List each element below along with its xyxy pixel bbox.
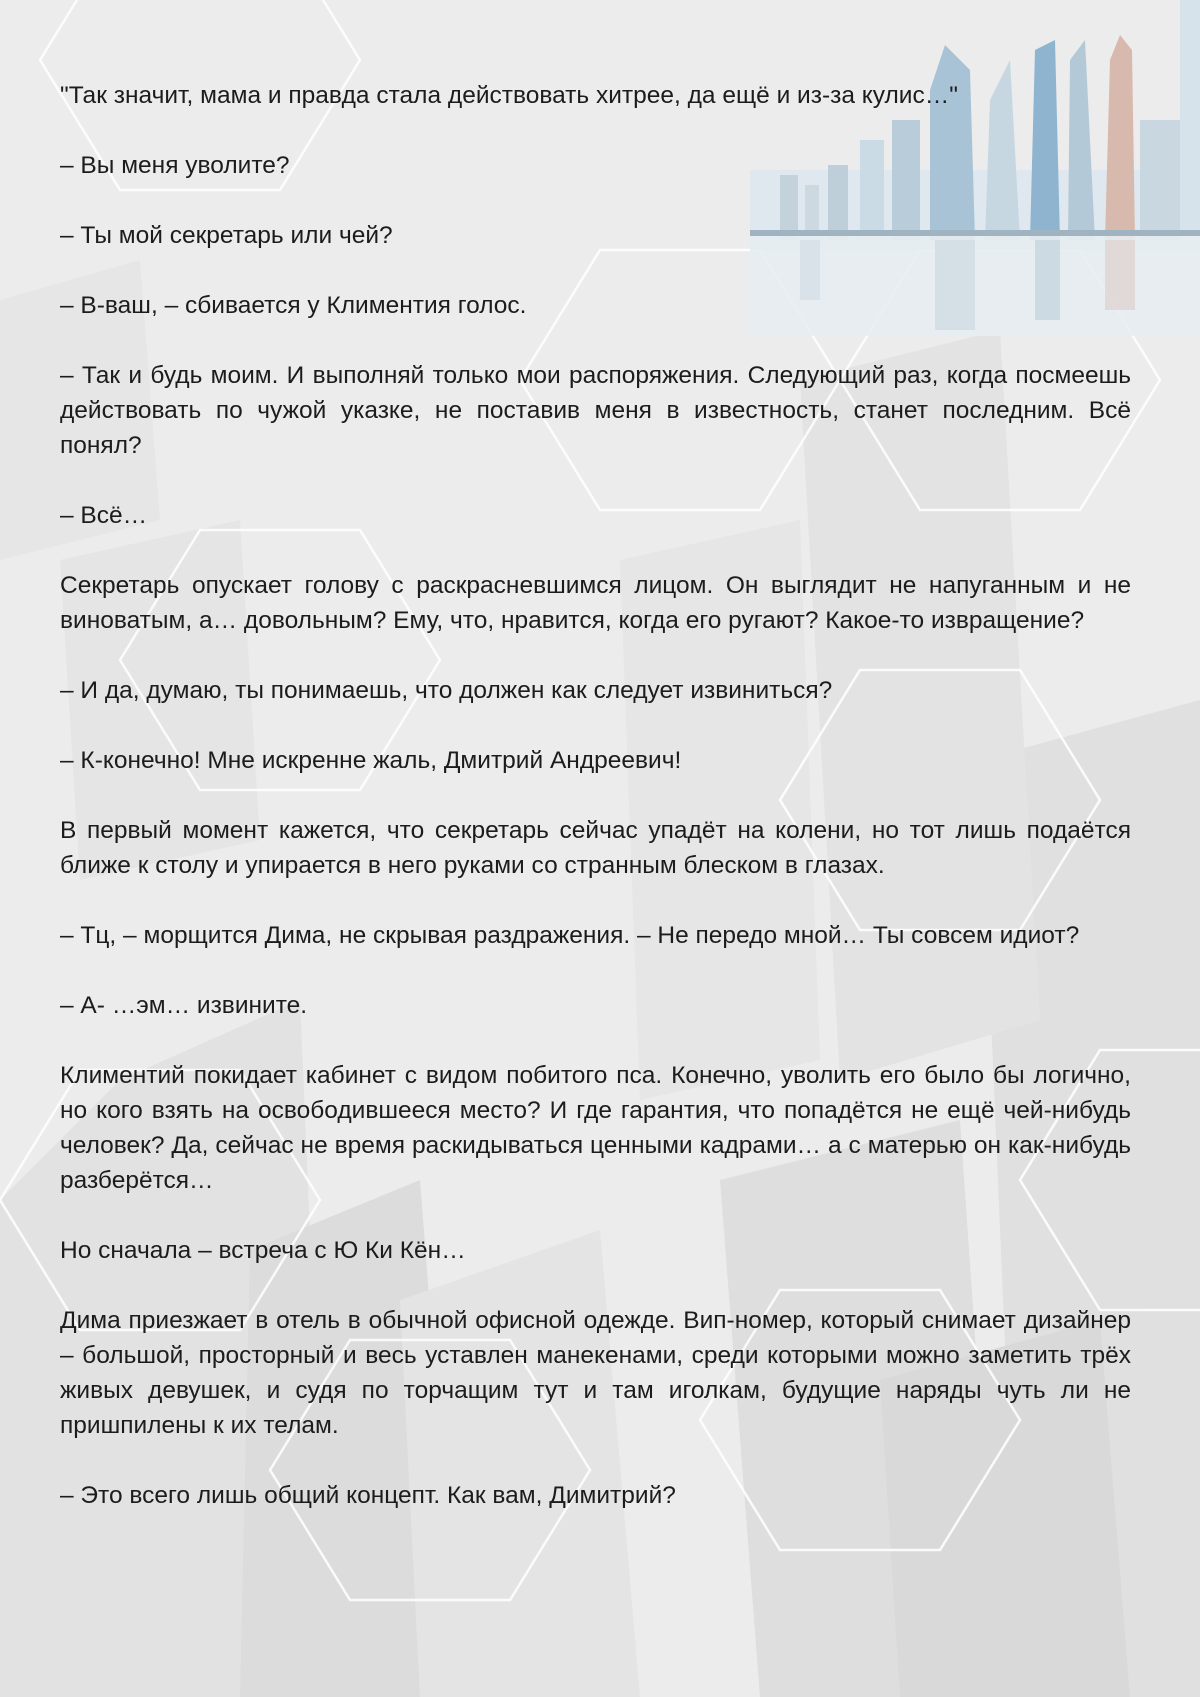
paragraph: – Ты мой секретарь или чей?	[60, 222, 393, 249]
paragraph: В первый момент кажется, что секретарь сейчас упадёт на колени, но тот лишь подаётся ближе к столу и упирается в него руками со странным блеском в глазах.	[60, 817, 1131, 879]
paragraph: Но сначала – встреча с Ю Ки Кён…	[60, 1237, 466, 1264]
paragraph: – А- …эм… извините.	[60, 992, 308, 1019]
paragraph: – И да, думаю, ты понимаешь, что должен как следует извиниться?	[60, 677, 833, 704]
paragraph: – В-ваш, – сбивается у Климентия голос.	[60, 292, 527, 319]
paragraph: – Всё…	[60, 502, 148, 529]
paragraph: – Тц, – морщится Дима, не скрывая раздражения. – Не передо мной… Ты совсем идиот?	[60, 922, 1080, 949]
paragraph: – Это всего лишь общий концепт. Как вам, Димитрий?	[60, 1482, 676, 1509]
paragraph: Секретарь опускает голову с раскрасневшимся лицом. Он выглядит не напуганным и не виноватым, а… довольным? Ему, что, нравится, когда его ругают? Какое-то извращение?	[60, 572, 1131, 634]
paragraph: Климентий покидает кабинет с видом побитого пса. Конечно, уволить его было бы логично, но кого взять на освободившееся место? И где гарантия, что попадётся не ещё чей-нибудь человек? Да, сейчас не время раскидываться ценными кадрами… а с матерью он как-нибудь разберётся…	[60, 1062, 1131, 1194]
paragraph: Дима приезжает в отель в обычной офисной одежде. Вип-номер, который снимает дизайнер – большой, просторный и весь уставлен манекенами, среди которыми можно заметить трёх живых девушек, и судя по торчащим тут и там иголкам, будущие наряды чуть ли не пришпилены к их телам.	[60, 1307, 1131, 1439]
story-text	[60, 78, 1131, 1548]
paragraph: – К-конечно! Мне искренне жаль, Дмитрий Андреевич!	[60, 747, 682, 774]
paragraph: "Так значит, мама и правда стала действовать хитрее, да ещё и из-за кулис…"	[60, 82, 958, 109]
paragraph: – Вы меня уволите?	[60, 152, 290, 179]
paragraph: – Так и будь моим. И выполняй только мои распоряжения. Следующий раз, когда посмеешь действовать по чужой указке, не поставив меня в известность, станет последним. Всё понял?	[60, 362, 1131, 459]
